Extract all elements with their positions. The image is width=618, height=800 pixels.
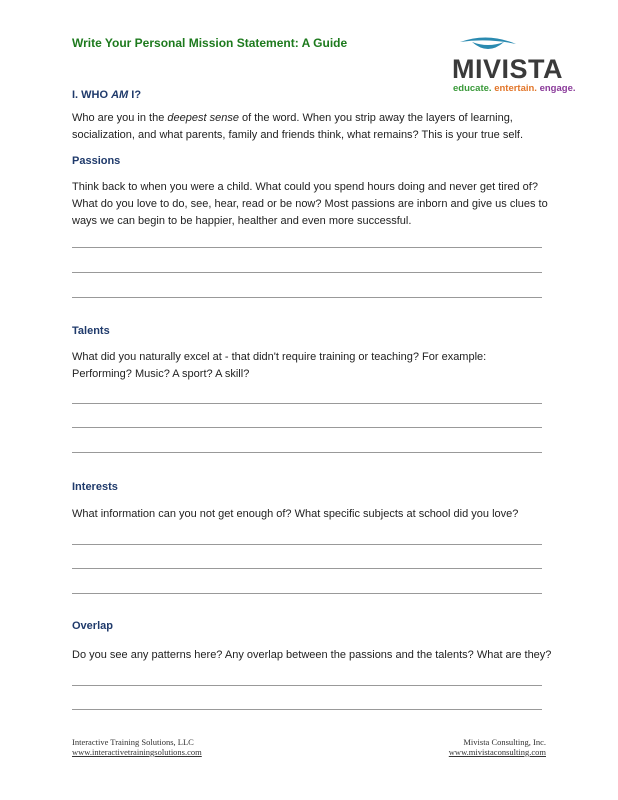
tagline-engage: engage. [539,83,576,94]
answer-line[interactable] [72,709,542,710]
footer-right-name: Mivista Consulting, Inc. [463,737,546,747]
logo-tagline [453,83,576,94]
mivista-logo [450,34,578,96]
intro-paragraph: Who are you in the deepest sense of the word. When you strip away the layers of learning, socialization, and what parents, family and friends think, what remains? This is your true self. [72,112,524,141]
interests-paragraph: What information can you not get enough of? What specific subjects at school did you love? [72,508,519,520]
answer-line[interactable] [72,685,542,686]
footer-left-name: Interactive Training Solutions, LLC [72,737,194,747]
talents-heading: Talents [72,325,110,337]
overlap-heading: Overlap [72,620,113,632]
footer-right [449,737,546,757]
talents-paragraph: What did you naturally excel at - that didn't require training or teaching? For example: Performing? Music? A sport? A skill? [72,351,487,380]
footer-left [72,737,202,757]
answer-line[interactable] [72,593,542,594]
overlap-paragraph: Do you see any patterns here? Any overlap between the passions and the talents? What are they? [72,649,552,661]
interests-heading: Interests [72,481,118,493]
answer-line[interactable] [72,272,542,273]
passions-paragraph: Think back to when you were a child. What could you spend hours doing and never get tired of? What do you love to do, see, hear, read or be now? Most passions are inborn and give us clues to ways we can begin to be happier, healther and even more successful. [72,181,548,227]
document-title: Write Your Personal Mission Statement: A Guide [72,36,348,50]
section-heading: I. WHO AM I? [72,89,142,101]
answer-line[interactable] [72,427,542,428]
answer-line[interactable] [72,247,542,248]
tagline-entertain: entertain. [494,83,537,94]
passions-heading: Passions [72,155,121,167]
tagline-educate: educate. [453,83,492,94]
logo-wordmark: MIVISTA [452,54,563,84]
footer-right-link[interactable]: www.mivistaconsulting.com [448,747,546,757]
answer-line[interactable] [72,452,542,453]
answer-line[interactable] [72,403,542,404]
eye-icon [458,34,518,56]
footer-left-link[interactable]: www.interactivetrainingsolutions.com [72,747,202,757]
answer-line[interactable] [72,544,542,545]
answer-line[interactable] [72,297,542,298]
answer-line[interactable] [72,568,542,569]
